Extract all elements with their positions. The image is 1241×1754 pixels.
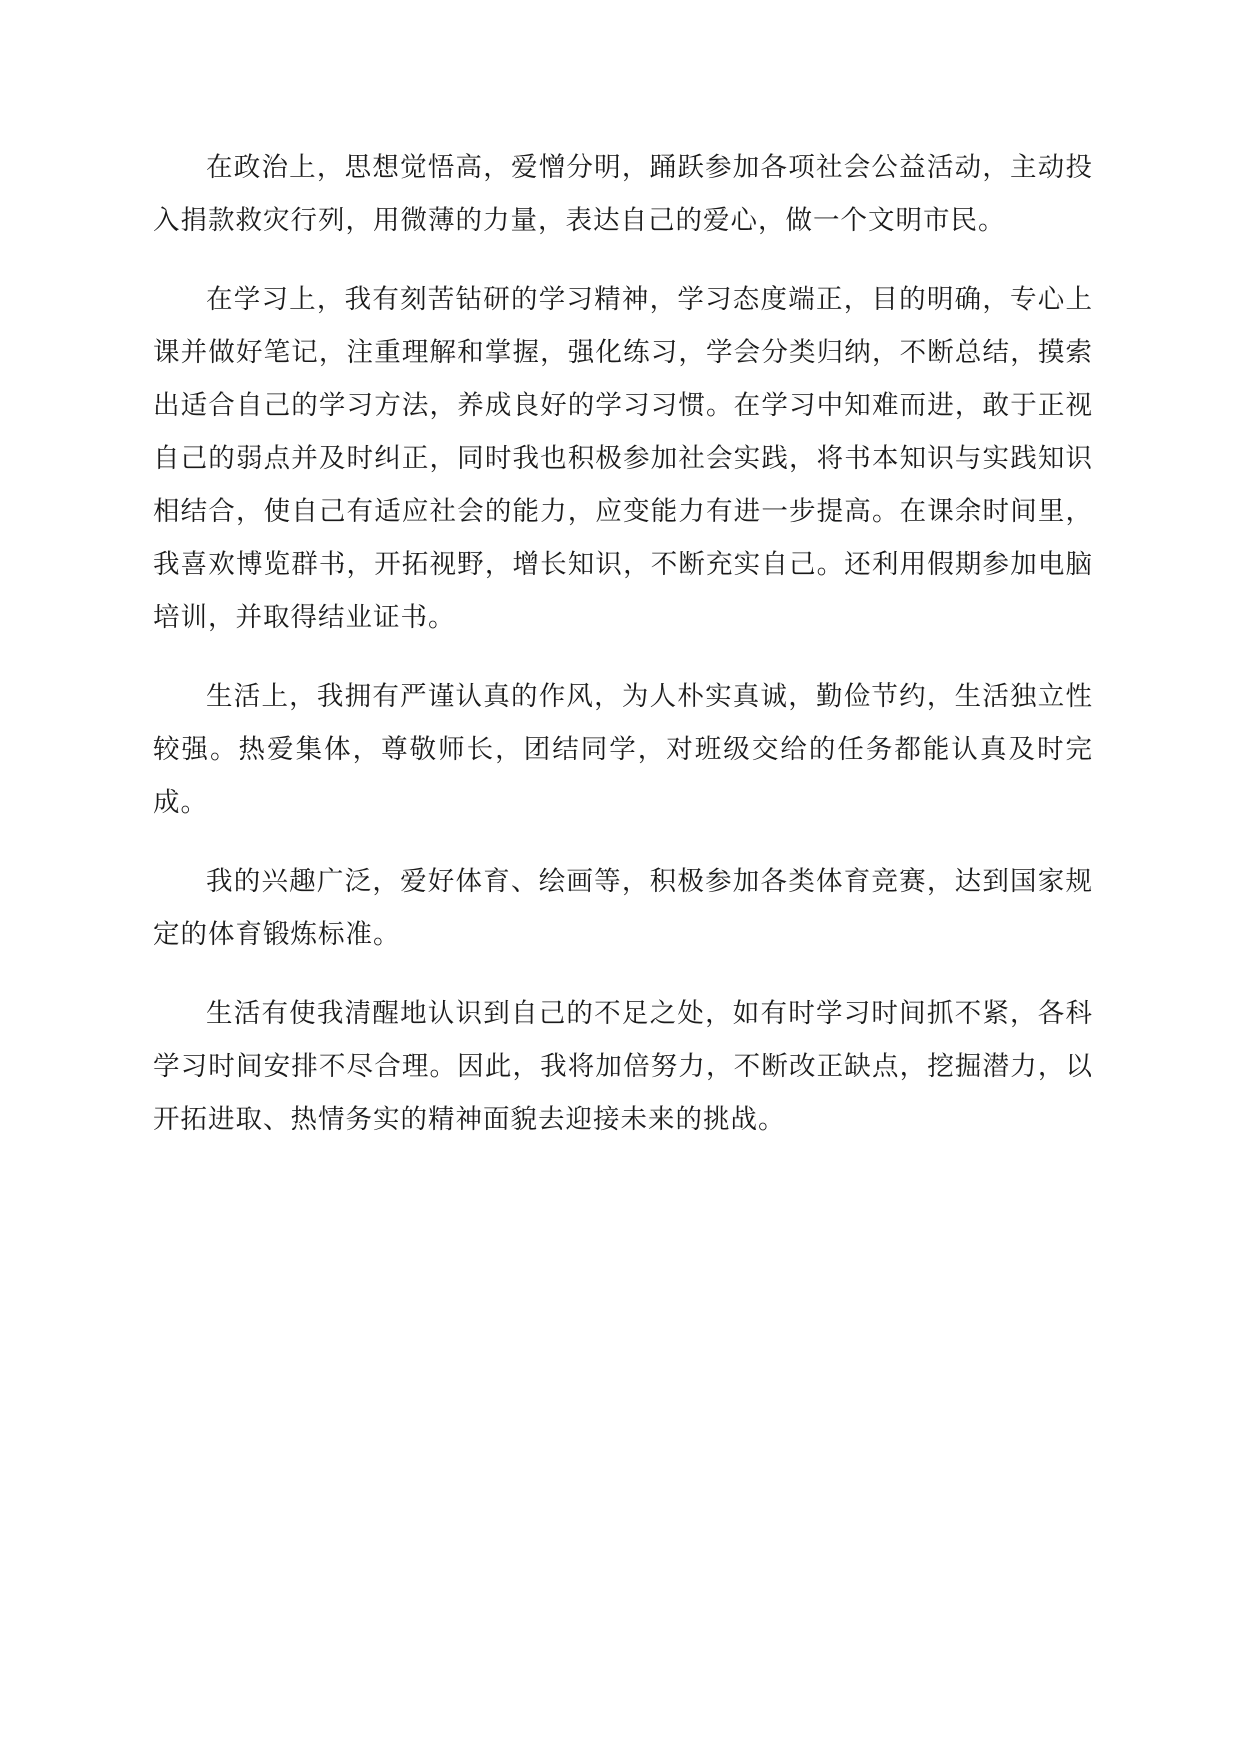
paragraph-shortcomings: 生活有使我清醒地认识到自己的不足之处，如有时学习时间抓不紧，各科学习时间安排不尽合理。因此，我将加倍努力，不断改正缺点，挖掘潜力，以开拓进取、热情务实的精神面貌去迎接未来的挑战。 [153, 998, 1093, 1135]
paragraph-interests: 我的兴趣广泛，爱好体育、绘画等，积极参加各类体育竞赛，达到国家规定的体育锻炼标准。 [153, 866, 1093, 950]
paragraph-life: 生活上，我拥有严谨认真的作风，为人朴实真诚，勤俭节约，生活独立性较强。热爱集体，尊敬师长，团结同学，对班级交给的任务都能认真及时完成。 [153, 681, 1093, 818]
paragraph-politics: 在政治上，思想觉悟高，爱憎分明，踊跃参加各项社会公益活动，主动投入捐款救灾行列，用微薄的力量，表达自己的爱心，做一个文明市民。 [153, 152, 1093, 236]
document-body [153, 141, 1093, 1172]
paragraph-study: 在学习上，我有刻苦钻研的学习精神，学习态度端正，目的明确，专心上课并做好笔记，注重理解和掌握，强化练习，学会分类归纳，不断总结，摸索出适合自己的学习方法，养成良好的学习习惯。在学习中知难而进，敢于正视自己的弱点并及时纠正，同时我也积极参加社会实践，将书本知识与实践知识相结合，使自己有适应社会的能力，应变能力有进一步提高。在课余时间里，我喜欢博览群书，开拓视野，增长知识，不断充实自己。还利用假期参加电脑培训，并取得结业证书。 [153, 284, 1093, 633]
